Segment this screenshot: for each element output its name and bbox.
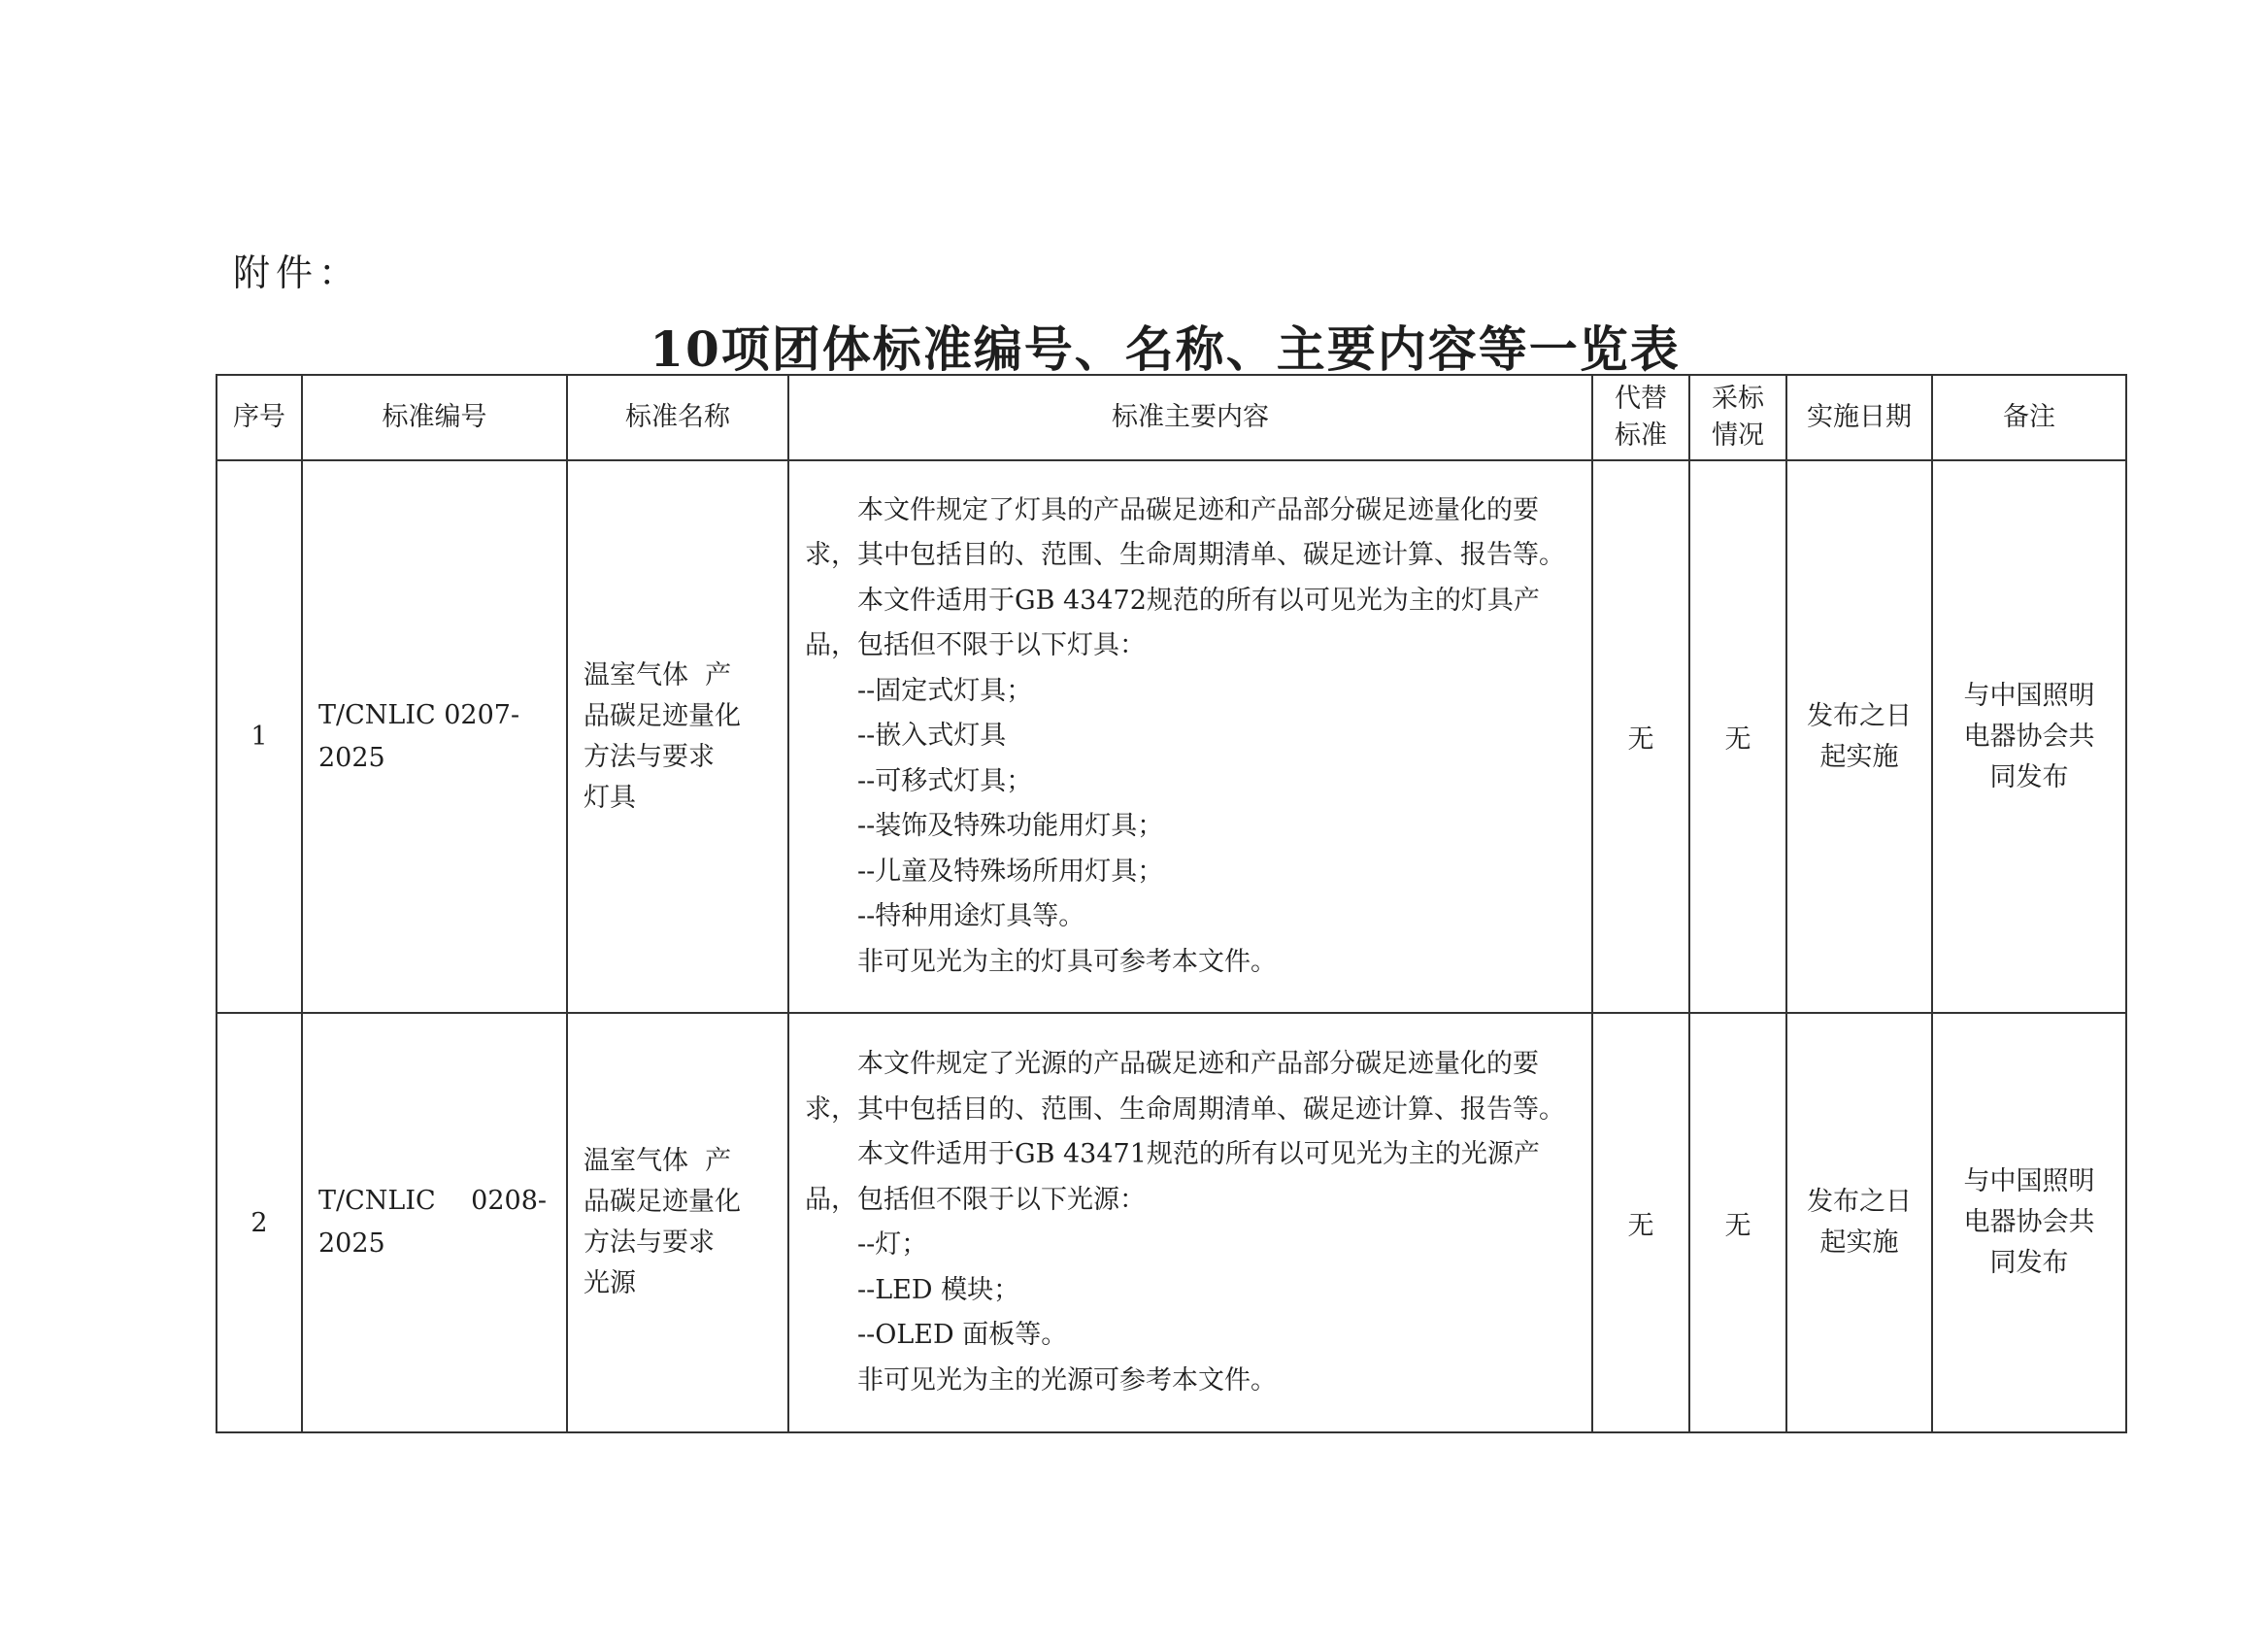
cell-note: 与中国照明 电器协会共 同发布: [1932, 460, 2126, 1013]
cell-adopt: 无: [1689, 1013, 1786, 1432]
header-adopt: 采标 情况: [1689, 375, 1786, 460]
cell-name: 温室气体 产 品碳足迹量化 方法与要求 灯具: [567, 460, 788, 1013]
cell-name: 温室气体 产 品碳足迹量化 方法与要求 光源: [567, 1013, 788, 1432]
header-row: [217, 375, 2126, 460]
cell-seq: 2: [217, 1013, 302, 1432]
cell-date: 发布之日 起实施: [1786, 1013, 1932, 1432]
table-row: [217, 460, 2126, 1013]
header-name: 标准名称: [567, 375, 788, 460]
cell-date: 发布之日 起实施: [1786, 460, 1932, 1013]
header-content: 标准主要内容: [788, 375, 1592, 460]
cell-replace: 无: [1592, 460, 1689, 1013]
header-replace: 代替 标准: [1592, 375, 1689, 460]
cell-code: T/CNLIC 0208- 2025: [302, 1013, 567, 1432]
cell-adopt: 无: [1689, 460, 1786, 1013]
standards-table: [216, 374, 2127, 1433]
cell-content: 本文件规定了灯具的产品碳足迹和产品部分碳足迹量化的要求，其中包括目的、范围、生命周期清单、碳足迹计算、报告等。 本文件适用于GB 43472规范的所有以可见光为主的灯具产品，包括但不限于以下灯具： --固定式灯具； --嵌入式灯具 --可移式灯具； --装饰及特殊功能用灯具； --儿童及特殊场所用灯具； --特种用途灯具等。 非可见光为主的灯具可参考本文件。: [788, 460, 1592, 1013]
cell-note: 与中国照明 电器协会共 同发布: [1932, 1013, 2126, 1432]
cell-content: 本文件规定了光源的产品碳足迹和产品部分碳足迹量化的要求，其中包括目的、范围、生命周期清单、碳足迹计算、报告等。 本文件适用于GB 43471规范的所有以可见光为主的光源产品，包括但不限于以下光源： --灯； --LED 模块； --OLED 面板等。 非可见光为主的光源可参考本文件。: [788, 1013, 1592, 1432]
attachment-label: 附件：: [233, 252, 362, 294]
header-note: 备注: [1932, 375, 2126, 460]
header-code: 标准编号: [302, 375, 567, 460]
cell-code: T/CNLIC 0207- 2025: [302, 460, 567, 1013]
header-date: 实施日期: [1786, 375, 1932, 460]
header-seq: 序号: [217, 375, 302, 460]
table-row: [217, 1013, 2126, 1432]
document-title: 10项团体标准编号、名称、主要内容等一览表: [650, 320, 1681, 378]
cell-seq: 1: [217, 460, 302, 1013]
cell-replace: 无: [1592, 1013, 1689, 1432]
